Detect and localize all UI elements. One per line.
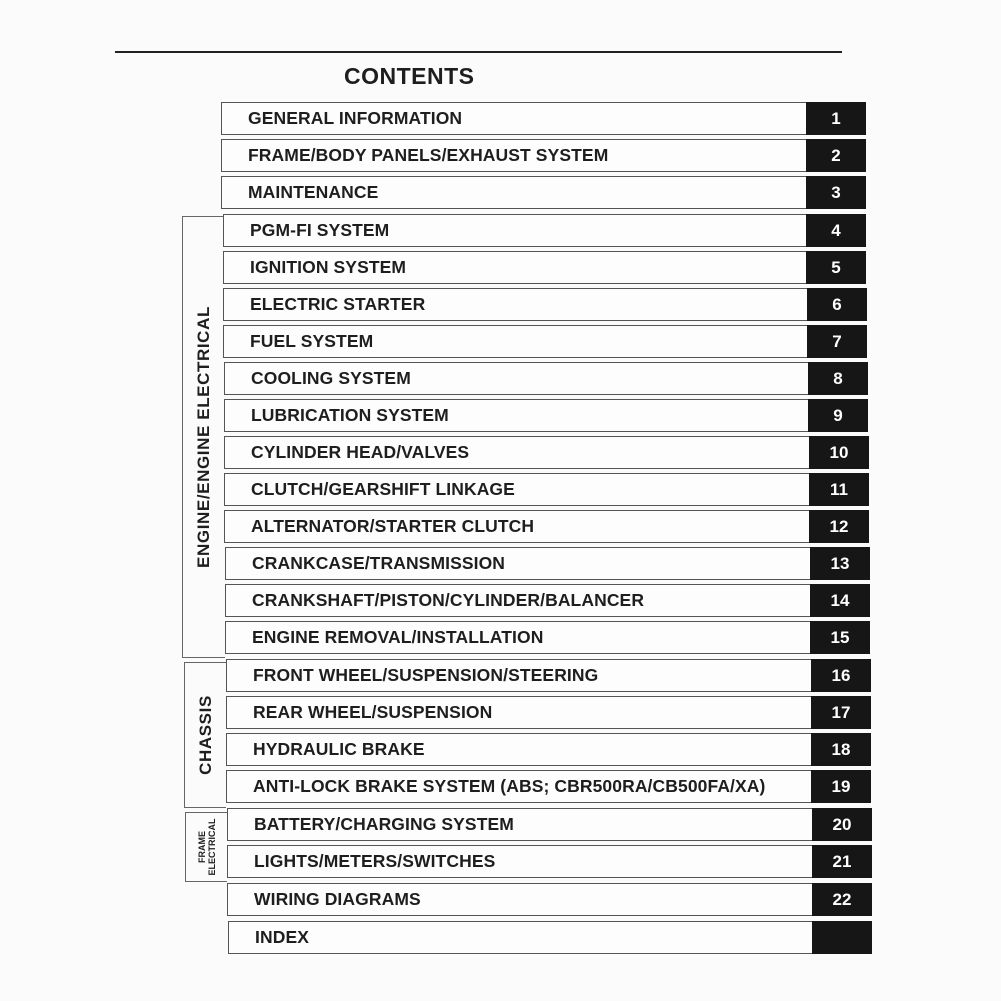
toc-label: ELECTRIC STARTER xyxy=(250,293,426,314)
group-frame-electrical xyxy=(185,812,227,882)
group-label-line1: FRAME xyxy=(196,831,207,863)
group-label: CHASSIS xyxy=(195,695,215,775)
toc-label: IGNITION SYSTEM xyxy=(250,256,407,277)
toc-label: ALTERNATOR/STARTER CLUTCH xyxy=(251,515,535,536)
toc-number-tab: 5 xyxy=(806,251,866,284)
toc-number-tab: 2 xyxy=(806,139,866,172)
toc-number-tab: 16 xyxy=(811,659,871,692)
page-title: CONTENTS xyxy=(344,63,475,89)
toc-label: LIGHTS/METERS/SWITCHES xyxy=(254,850,496,871)
toc-row-general-information[interactable] xyxy=(221,102,866,135)
toc-number-tab: 1 xyxy=(806,102,866,135)
toc-row-anti-lock-brake-system[interactable] xyxy=(226,770,871,803)
toc-number-tab: 14 xyxy=(810,584,870,617)
toc-row-hydraulic-brake[interactable] xyxy=(226,733,871,766)
toc-number-tab: 11 xyxy=(809,473,869,506)
group-engine-electrical xyxy=(182,216,225,658)
toc-row-electric-starter[interactable] xyxy=(223,288,867,321)
toc-number-tab xyxy=(812,921,872,954)
toc-number-tab: 18 xyxy=(811,733,871,766)
toc-label: BATTERY/CHARGING SYSTEM xyxy=(254,813,514,834)
toc-label: WIRING DIAGRAMS xyxy=(254,888,421,909)
toc-label: ENGINE REMOVAL/INSTALLATION xyxy=(252,626,544,647)
group-label xyxy=(197,819,217,876)
toc-row-battery-charging-system[interactable] xyxy=(227,808,872,841)
toc-row-wiring-diagrams[interactable] xyxy=(227,883,872,916)
toc-number-tab: 22 xyxy=(812,883,872,916)
toc-row-rear-wheel-suspension[interactable] xyxy=(226,696,871,729)
toc-number-tab: 4 xyxy=(806,214,866,247)
toc-label: CRANKCASE/TRANSMISSION xyxy=(252,552,506,573)
toc-label: COOLING SYSTEM xyxy=(251,367,411,388)
toc-row-alternator-starter-clutch[interactable] xyxy=(224,510,869,543)
toc-label: HYDRAULIC BRAKE xyxy=(253,738,425,759)
toc-number-tab: 12 xyxy=(809,510,869,543)
toc-row-maintenance[interactable] xyxy=(221,176,866,209)
toc-row-cooling-system[interactable] xyxy=(224,362,868,395)
group-chassis xyxy=(184,662,226,808)
toc-number-tab: 13 xyxy=(810,547,870,580)
toc-number-tab: 10 xyxy=(809,436,869,469)
toc-row-frame-body-panels-exhaust[interactable] xyxy=(221,139,866,172)
toc-label: CRANKSHAFT/PISTON/CYLINDER/BALANCER xyxy=(252,589,645,610)
toc-number-tab: 3 xyxy=(806,176,866,209)
toc-row-crankshaft-piston-cylinder-balancer[interactable] xyxy=(225,584,870,617)
toc-label: CYLINDER HEAD/VALVES xyxy=(251,441,470,462)
toc-label: REAR WHEEL/SUSPENSION xyxy=(253,701,493,722)
toc-row-clutch-gearshift-linkage[interactable] xyxy=(224,473,869,506)
toc-label: LUBRICATION SYSTEM xyxy=(251,404,449,425)
toc-row-lights-meters-switches[interactable] xyxy=(227,845,872,878)
toc-number-tab: 21 xyxy=(812,845,872,878)
toc-row-front-wheel-suspension-steering[interactable] xyxy=(226,659,871,692)
toc-row-index[interactable] xyxy=(228,921,872,954)
toc-label: MAINTENANCE xyxy=(248,181,379,202)
group-label-line2: ELECTRICAL xyxy=(206,818,217,876)
toc-label: PGM-FI SYSTEM xyxy=(250,219,390,240)
toc-row-crankcase-transmission[interactable] xyxy=(225,547,870,580)
toc-number-tab: 17 xyxy=(811,696,871,729)
toc-row-fuel-system[interactable] xyxy=(223,325,867,358)
toc-label: CLUTCH/GEARSHIFT LINKAGE xyxy=(251,478,515,499)
toc-number-tab: 19 xyxy=(811,770,871,803)
toc-number-tab: 9 xyxy=(808,399,868,432)
toc-number-tab: 8 xyxy=(808,362,868,395)
toc-number-tab: 6 xyxy=(807,288,867,321)
group-label: ENGINE/ENGINE ELECTRICAL xyxy=(194,306,213,568)
toc-label: INDEX xyxy=(255,926,309,947)
toc-number-tab: 20 xyxy=(812,808,872,841)
toc-row-pgm-fi-system[interactable] xyxy=(223,214,866,247)
toc-row-ignition-system[interactable] xyxy=(223,251,866,284)
toc-row-lubrication-system[interactable] xyxy=(224,399,868,432)
toc-number-tab: 7 xyxy=(807,325,867,358)
header-rule xyxy=(115,51,842,53)
toc-label: GENERAL INFORMATION xyxy=(248,107,463,128)
toc-label: FRONT WHEEL/SUSPENSION/STEERING xyxy=(253,664,599,685)
toc-row-engine-removal-installation[interactable] xyxy=(225,621,870,654)
toc-label: FRAME/BODY PANELS/EXHAUST SYSTEM xyxy=(248,144,609,165)
toc-number-tab: 15 xyxy=(810,621,870,654)
toc-row-cylinder-head-valves[interactable] xyxy=(224,436,869,469)
toc-label: ANTI-LOCK BRAKE SYSTEM (ABS; CBR500RA/CB500FA/XA) xyxy=(253,775,766,796)
toc-label: FUEL SYSTEM xyxy=(250,330,374,351)
